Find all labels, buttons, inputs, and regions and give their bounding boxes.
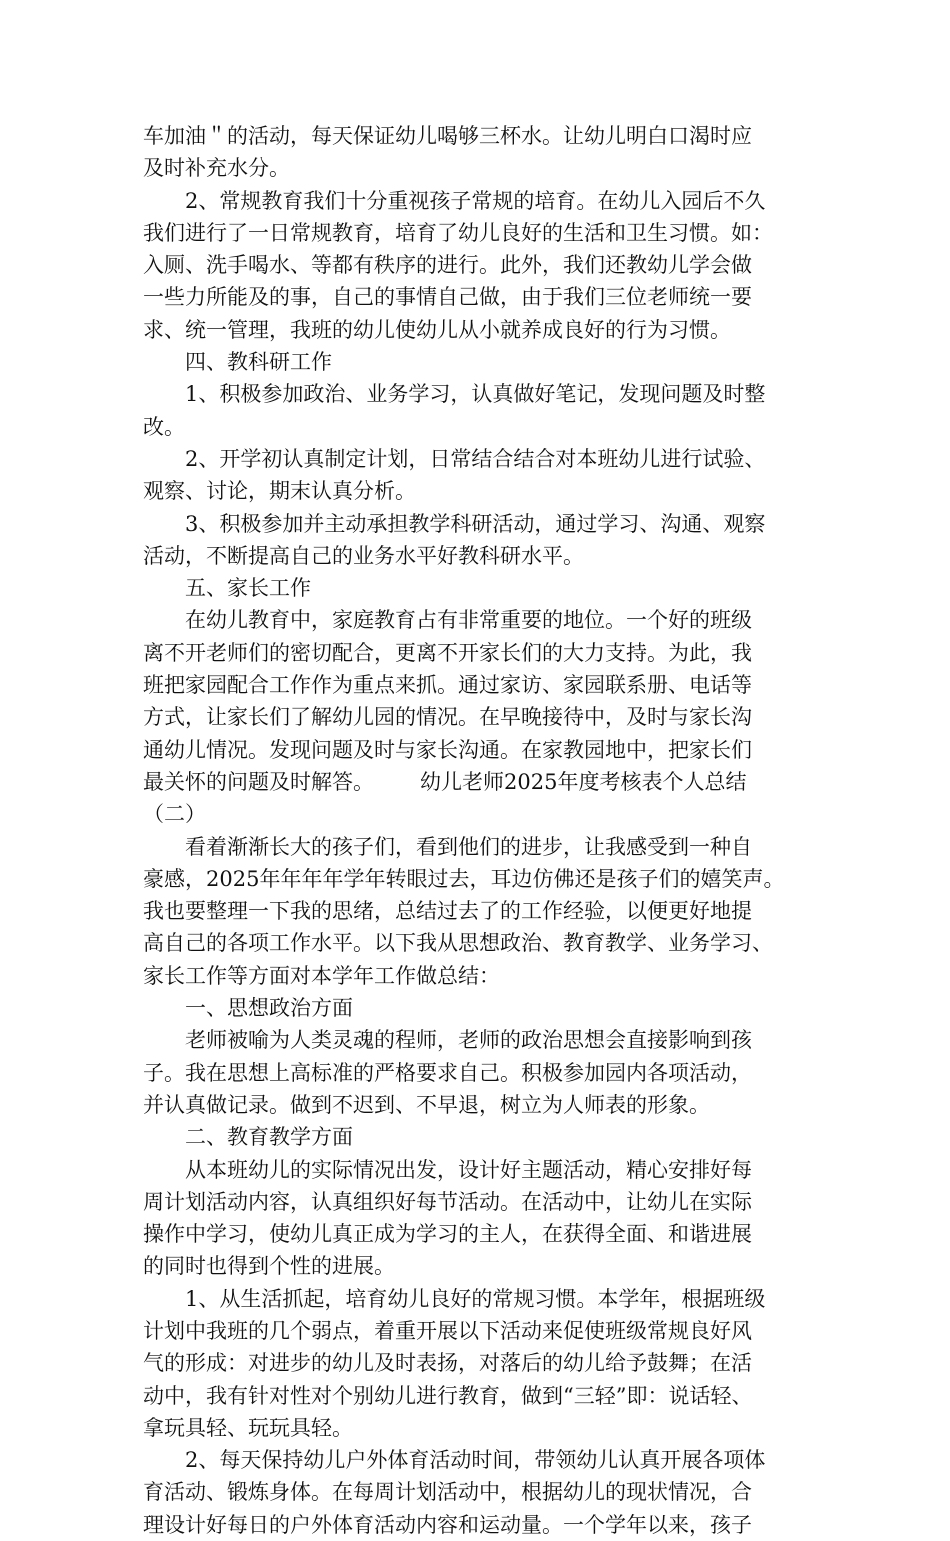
text-line <box>143 927 823 959</box>
line-text: 高自己的各项工作水平。以下我从思想政治、教育教学、业务学习、 <box>143 931 773 956</box>
text-line <box>143 1057 823 1089</box>
text-line <box>143 669 823 701</box>
line-text: 我也要整理一下我的思绪，总结过去了的工作经验，以便更好地提 <box>143 899 752 924</box>
text-line <box>143 411 823 443</box>
text-line <box>143 1121 823 1153</box>
line-text: 五、家长工作 <box>185 576 311 601</box>
text-line <box>143 1024 823 1056</box>
line-text: 求、统一管理，我班的幼儿使幼儿从小就养成良好的行为习惯。 <box>143 317 731 342</box>
text-line <box>143 152 823 184</box>
text-line <box>143 831 823 863</box>
line-text: 操作中学习，使幼儿真正成为学习的主人，在获得全面、和谐进展 <box>143 1222 752 1247</box>
text-line <box>143 540 823 572</box>
line-text: 豪感，2025年年年年学年转眼过去，耳边仿佛还是孩子们的嬉笑声。 <box>143 866 785 891</box>
text-line <box>143 960 823 992</box>
text-line <box>143 1186 823 1218</box>
line-text: 我们进行了一日常规教育，培育了幼儿良好的生活和卫生习惯。如： <box>143 220 773 245</box>
line-text: 1、积极参加政治、业务学习，认真做好笔记，发现问题及时整 <box>185 382 766 407</box>
line-text: 2、开学初认真制定计划，日常结合结合对本班幼儿进行试验、 <box>185 446 766 471</box>
text-line <box>143 378 823 410</box>
line-text: 拿玩具轻、玩玩具轻。 <box>143 1415 353 1440</box>
line-text: 活动，不断提高自己的业务水平好教科研水平。 <box>143 543 584 568</box>
text-line <box>143 217 823 249</box>
line-text: 并认真做记录。做到不迟到、不早退，树立为人师表的形象。 <box>143 1092 710 1117</box>
text-line <box>143 314 823 346</box>
line-text: 气的形成：对进步的幼儿及时表扬，对落后的幼儿给予鼓舞；在活 <box>143 1351 752 1376</box>
document-body <box>143 120 823 1541</box>
text-line <box>143 572 823 604</box>
line-text: 车加油＂的活动，每天保证幼儿喝够三杯水。让幼儿明白口渴时应 <box>143 124 752 148</box>
line-text: 周计划活动内容，认真组织好每节活动。在活动中，让幼儿在实际 <box>143 1189 752 1214</box>
line-text: 改。 <box>143 414 185 439</box>
text-line <box>143 637 823 669</box>
line-text: 在幼儿教育中，家庭教育占有非常重要的地位。一个好的班级 <box>185 608 752 633</box>
line-text: 二、教育教学方面 <box>185 1125 353 1150</box>
line-text: 通幼儿情况。发现问题及时与家长沟通。在家教园地中，把家长们 <box>143 737 752 762</box>
line-text: 最关怀的问题及时解答。 <box>143 769 374 794</box>
text-line <box>143 281 823 313</box>
text-line <box>143 766 823 798</box>
line-text: 四、教科研工作 <box>185 350 332 375</box>
text-line <box>143 1315 823 1347</box>
text-line <box>143 1218 823 1250</box>
text-line <box>143 604 823 636</box>
text-line <box>143 992 823 1024</box>
text-line <box>143 1412 823 1444</box>
line-text: 入厕、洗手喝水、等都有秩序的进行。此外，我们还教幼儿学会做 <box>143 253 752 278</box>
text-line <box>143 1154 823 1186</box>
line-text: 理设计好每日的户外体育活动内容和运动量。一个学年以来，孩子 <box>143 1512 752 1537</box>
line-text: 动中，我有针对性对个别幼儿进行教育，做到“三轻”即：说话轻、 <box>143 1383 753 1408</box>
text-line <box>143 1089 823 1121</box>
text-line <box>143 508 823 540</box>
text-line <box>143 443 823 475</box>
line-text: 看着渐渐长大的孩子们，看到他们的进步，让我感受到一种自 <box>185 834 752 859</box>
line-text: 家长工作等方面对本学年工作做总结： <box>143 963 500 988</box>
line-text: 3、积极参加并主动承担教学科研活动，通过学习、沟通、观察 <box>185 511 766 536</box>
line-text: 离不开老师们的密切配合，更离不开家长们的大力支持。为此，我 <box>143 640 752 665</box>
text-line <box>143 798 823 830</box>
text-line <box>143 701 823 733</box>
text-line <box>143 734 823 766</box>
line-text: 的同时也得到个性的进展。 <box>143 1254 395 1279</box>
line-text: （二） <box>143 802 206 827</box>
text-line <box>143 895 823 927</box>
text-line <box>143 1476 823 1508</box>
line-text: 一些力所能及的事，自己的事情自己做，由于我们三位老师统一要 <box>143 285 752 310</box>
text-line <box>143 1250 823 1282</box>
text-line <box>143 185 823 217</box>
line-text: 子。我在思想上高标准的严格要求自己。积极参加园内各项活动， <box>143 1060 752 1085</box>
text-line <box>143 1380 823 1412</box>
line-text: 2、常规教育我们十分重视孩子常规的培育。在幼儿入园后不久 <box>185 188 766 213</box>
line-text: 班把家园配合工作作为重点来抓。通过家访、家园联系册、电话等 <box>143 673 752 698</box>
line-text: 老师被喻为人类灵魂的程师，老师的政治思想会直接影响到孩 <box>185 1028 752 1053</box>
line-text: 2、每天保持幼儿户外体育活动时间，带领幼儿认真开展各项体 <box>185 1448 766 1473</box>
line-text: 一、思想政治方面 <box>185 996 353 1021</box>
line-text: 1、从生活抓起，培育幼儿良好的常规习惯。本学年，根据班级 <box>185 1286 766 1311</box>
line-text: 方式，让家长们了解幼儿园的情况。在早晚接待中，及时与家长沟 <box>143 705 752 730</box>
line-text: 计划中我班的几个弱点，着重开展以下活动来促使班级常规良好风 <box>143 1318 752 1343</box>
line-text: 育活动、锻炼身体。在每周计划活动中，根据幼儿的现状情况，合 <box>143 1480 752 1505</box>
text-line <box>143 249 823 281</box>
text-line <box>143 475 823 507</box>
line-text: 及时补充水分。 <box>143 156 290 181</box>
text-line <box>143 120 823 152</box>
text-line <box>143 346 823 378</box>
text-line <box>143 1444 823 1476</box>
text-line <box>143 863 823 895</box>
line-text: 观察、讨论，期末认真分析。 <box>143 479 416 504</box>
text-line <box>143 1283 823 1315</box>
text-line <box>143 1347 823 1379</box>
text-line <box>143 1509 823 1541</box>
line-text: 从本班幼儿的实际情况出发，设计好主题活动，精心安排好每 <box>185 1157 752 1182</box>
section-title: 幼儿老师2025年度考核表个人总结 <box>420 769 747 794</box>
